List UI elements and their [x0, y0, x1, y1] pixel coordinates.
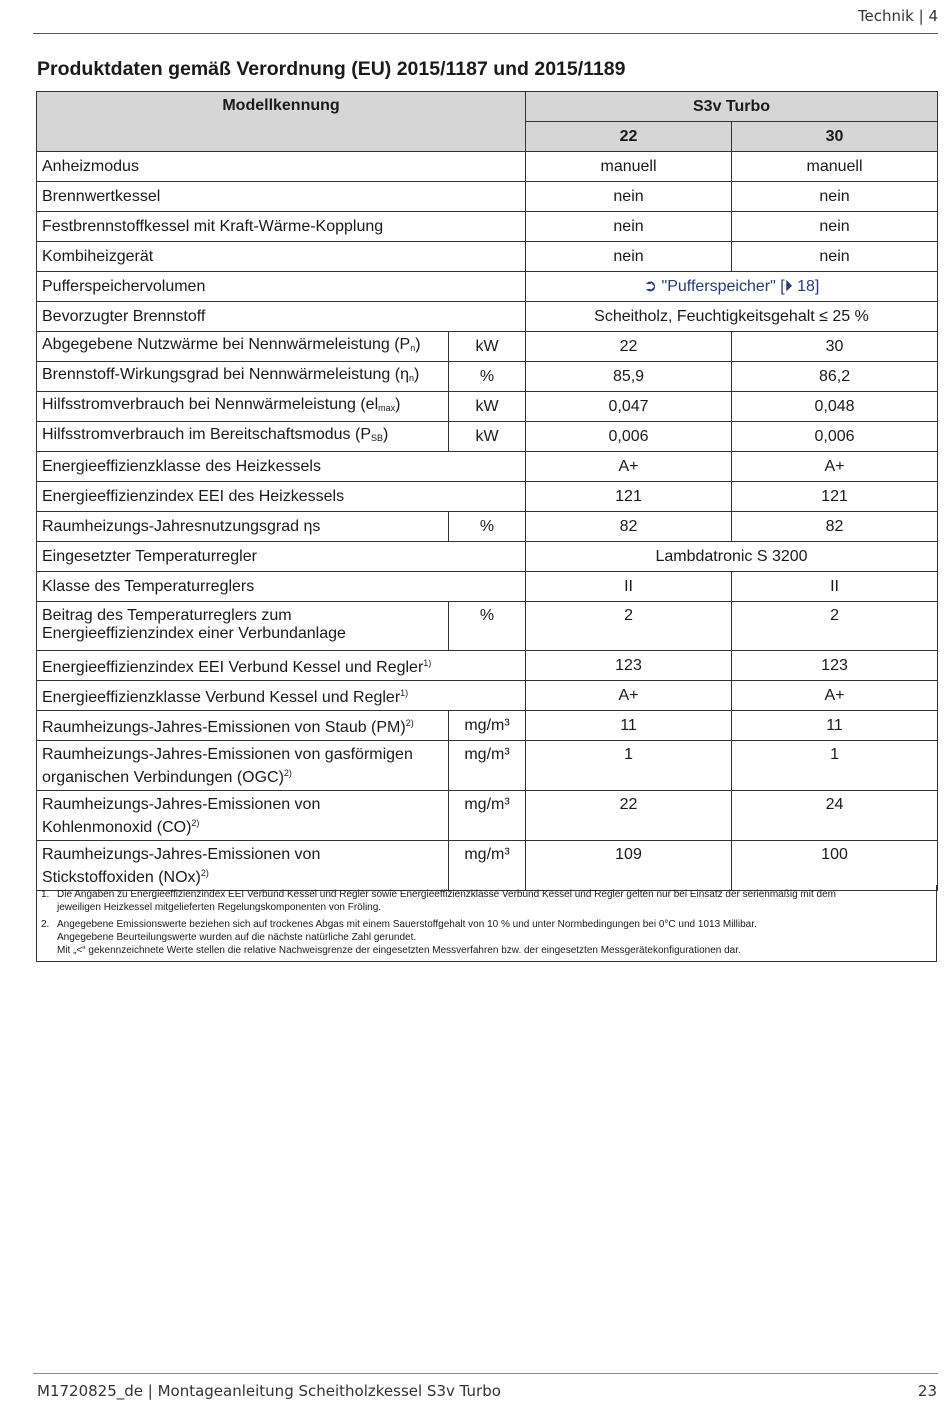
footnote-number: 2.	[41, 919, 50, 930]
value-30: 82	[732, 512, 938, 542]
table-row	[37, 741, 938, 791]
value-22: 0,006	[526, 422, 732, 452]
arrow-right-circle-icon: ➲	[643, 277, 658, 295]
table-row	[37, 651, 938, 681]
table-row	[37, 182, 938, 212]
footnote-line: Angegebene Beurteilungswerte wurden auf die nächste natürliche Zahl gerundet.	[57, 932, 417, 943]
row-label: Raumheizungs-Jahresnutzungsgrad ηs	[37, 512, 449, 542]
value-30: II	[732, 572, 938, 602]
footnote-1	[41, 888, 931, 914]
table-row	[37, 791, 938, 841]
value-30: manuell	[732, 152, 938, 182]
table-row	[37, 302, 938, 332]
header-divider	[33, 33, 938, 34]
value-30: nein	[732, 242, 938, 272]
value-22: 82	[526, 512, 732, 542]
value-30: nein	[732, 182, 938, 212]
value-22: 2	[526, 602, 732, 651]
table-row	[37, 332, 938, 362]
table-row	[37, 422, 938, 452]
row-label: Energieeffizienzklasse Verbund Kessel und Regler$^{1)}$	[37, 681, 526, 711]
product-data-table	[36, 91, 938, 891]
row-label: Raumheizungs-Jahres-Emissionen von Kohlenmonoxid (CO)$^{2)}$	[37, 791, 449, 841]
row-label: Raumheizungs-Jahres-Emissionen von Staub (PM)$^{2)}$	[37, 711, 449, 741]
pufferspeicher-reference	[526, 272, 938, 302]
model-id-header: Modellkennung	[37, 92, 526, 152]
footnote-line: Mit „<“ gekennzeichnete Werte stellen die relative Nachweisgrenze der eingesetzten Messverfahren bzw. der eingesetzten Messgerätekonfigurationen dar.	[57, 945, 741, 956]
value-30: nein	[732, 212, 938, 242]
row-label: Festbrennstoffkessel mit Kraft-Wärme-Kopplung	[37, 212, 526, 242]
row-label: Raumheizungs-Jahres-Emissionen von gasförmigen organischen Verbindungen (OGC)$^{2)}$	[37, 741, 449, 791]
table-row	[37, 711, 938, 741]
page-title: Produktdaten gemäß Verordnung (EU) 2015/1187 und 2015/1189	[37, 58, 626, 80]
reference-text: "Pufferspeicher" [	[661, 277, 785, 295]
row-label: Energieeffizienzklasse des Heizkessels	[37, 452, 526, 482]
footnote-line: Angegebene Emissionswerte beziehen sich auf trockenes Abgas mit einem Sauerstoffgehalt von 10 % und unter Normbedingungen bei 0°C und 1013 Millibar.	[57, 919, 757, 930]
value-22: 85,9	[526, 362, 732, 392]
value-22: nein	[526, 242, 732, 272]
value-22: 0,047	[526, 392, 732, 422]
value-22: manuell	[526, 152, 732, 182]
row-label: Brennwertkessel	[37, 182, 526, 212]
row-label: Hilfsstromverbrauch im Bereitschaftsmodus $(P_{SB})$	[37, 422, 449, 452]
row-label: Eingesetzter Temperaturregler	[37, 542, 526, 572]
value-30: 100	[732, 841, 938, 891]
value-30: A+	[732, 681, 938, 711]
unit: %	[449, 362, 526, 392]
row-label: Raumheizungs-Jahres-Emissionen von Stickstoffoxiden (NOx)$^{2)}$	[37, 841, 449, 891]
play-triangle-icon: ⏵	[784, 277, 793, 295]
footnote-2	[41, 918, 931, 957]
value-22: 22	[526, 332, 732, 362]
value-30: 123	[732, 651, 938, 681]
table-row	[37, 272, 938, 302]
size-header-30: 30	[732, 122, 938, 152]
unit: mg/m³	[449, 791, 526, 841]
value-30: 1	[732, 741, 938, 791]
table-row	[37, 152, 938, 182]
row-label: Hilfsstromverbrauch bei Nennwärmeleistung $(el_{max})$	[37, 392, 449, 422]
table-row	[37, 392, 938, 422]
footer-divider	[33, 1373, 938, 1374]
value-30: 121	[732, 482, 938, 512]
value-22: 11	[526, 711, 732, 741]
unit: %	[449, 512, 526, 542]
value-30: 0,048	[732, 392, 938, 422]
section-header: Technik | 4	[857, 7, 938, 25]
unit: mg/m³	[449, 841, 526, 891]
value-30: 30	[732, 332, 938, 362]
value-22: A+	[526, 452, 732, 482]
footnote-line: Die Angaben zu Energieeffizienzindex EEI Verbund Kessel und Regler sowie Energieeffizienzklasse Verbund Kessel und Regler gelten nur bei Einsatz der serienmäßig mit dem	[57, 889, 836, 900]
value-22: 1	[526, 741, 732, 791]
footnote-number: 1.	[41, 889, 50, 900]
table-row	[37, 512, 938, 542]
value-22: 123	[526, 651, 732, 681]
value-30: 0,006	[732, 422, 938, 452]
table-row	[37, 242, 938, 272]
footnote-line: jeweiligen Heizkessel mitgelieferten Regelungskomponenten von Fröling.	[57, 902, 382, 913]
value-22: A+	[526, 681, 732, 711]
table-row	[37, 482, 938, 512]
table-row	[37, 542, 938, 572]
row-label: Bevorzugter Brennstoff	[37, 302, 526, 332]
table-row	[37, 572, 938, 602]
page-number: 23	[917, 1382, 937, 1400]
row-label: Beitrag des Temperaturreglers zum Energieeffizienzindex einer Verbundanlage	[37, 602, 449, 651]
value-30: 2	[732, 602, 938, 651]
value-30: 11	[732, 711, 938, 741]
row-label: Brennstoff-Wirkungsgrad bei Nennwärmeleistung $(\eta_n)$	[37, 362, 449, 392]
value-22: nein	[526, 212, 732, 242]
reference-page: 18]	[792, 277, 820, 295]
value-22: 22	[526, 791, 732, 841]
value-22: 121	[526, 482, 732, 512]
unit: kW	[449, 392, 526, 422]
row-label: Energieeffizienzindex EEI Verbund Kessel und Regler$^{1)}$	[37, 651, 526, 681]
cross-reference-link[interactable]	[644, 278, 820, 295]
row-label: Kombiheizgerät	[37, 242, 526, 272]
row-label: Anheizmodus	[37, 152, 526, 182]
table-row	[37, 841, 938, 891]
value-30: A+	[732, 452, 938, 482]
unit: mg/m³	[449, 741, 526, 791]
value-30: 86,2	[732, 362, 938, 392]
unit: kW	[449, 422, 526, 452]
row-label: Pufferspeichervolumen	[37, 272, 526, 302]
model-name-header: S3v Turbo	[526, 92, 938, 122]
unit: kW	[449, 332, 526, 362]
table-row	[37, 452, 938, 482]
table-row	[37, 362, 938, 392]
value-22: II	[526, 572, 732, 602]
document-reference: M1720825_de | Montageanleitung Scheitholzkessel S3v Turbo	[37, 1382, 501, 1400]
value-22: nein	[526, 182, 732, 212]
value-combined: Lambdatronic S 3200	[526, 542, 938, 572]
value-30: 24	[732, 791, 938, 841]
row-label: Abgegebene Nutzwärme bei Nennwärmeleistung $(P_n)$	[37, 332, 449, 362]
table-row	[37, 212, 938, 242]
row-label: Klasse des Temperaturreglers	[37, 572, 526, 602]
value-combined: Scheitholz, Feuchtigkeitsgehalt ≤ 25 %	[526, 302, 938, 332]
table-row	[37, 602, 938, 651]
footnotes	[36, 885, 937, 962]
unit: mg/m³	[449, 711, 526, 741]
value-22: 109	[526, 841, 732, 891]
table-row	[37, 681, 938, 711]
unit: %	[449, 602, 526, 651]
size-header-22: 22	[526, 122, 732, 152]
row-label: Energieeffizienzindex EEI des Heizkessels	[37, 482, 526, 512]
